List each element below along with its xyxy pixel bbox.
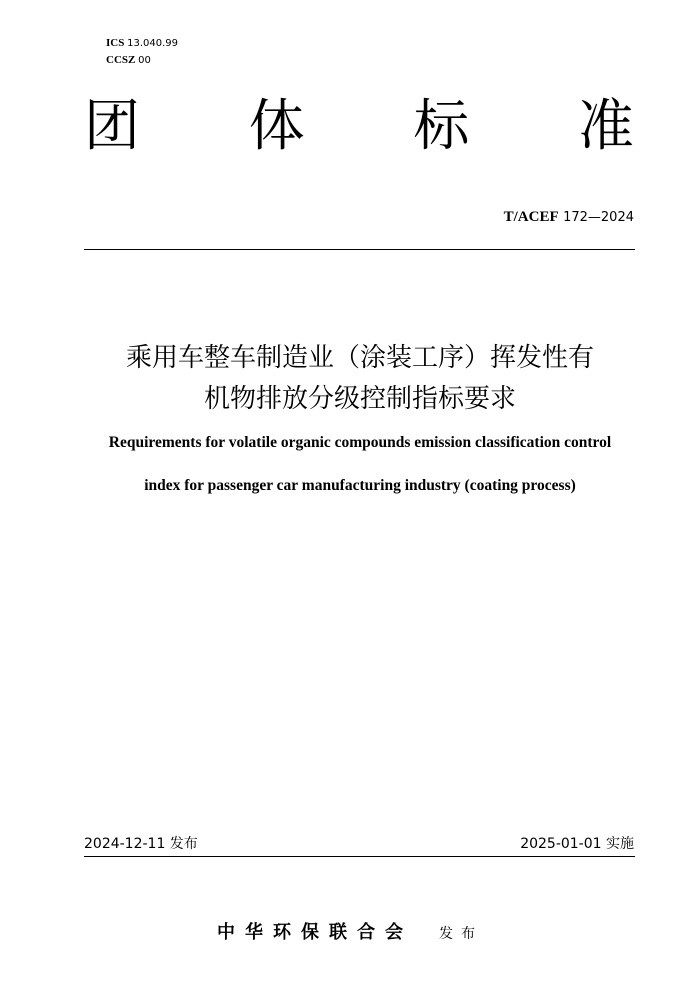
english-title-line-2: index for passenger car manufacturing industry (coating process) — [144, 477, 576, 494]
issuer-name: 中华环保联合会 — [217, 922, 413, 943]
standard-type-char-4: 准 — [577, 94, 634, 159]
top-divider — [84, 249, 635, 250]
ics-value: 13.040.99 — [127, 38, 178, 49]
standard-type-char-2: 体 — [248, 94, 305, 159]
classification-codes — [106, 35, 178, 69]
standard-org-code: T/ACEF — [503, 209, 559, 225]
publish-date: 2024-12-11 发布 — [84, 836, 198, 852]
ccsz-code — [106, 52, 178, 69]
chinese-title-line-2: 机物排放分级控制指标要求 — [203, 384, 516, 414]
standard-type-char-1: 团 — [84, 94, 140, 159]
ccsz-value: 00 — [138, 55, 151, 66]
issuer-line — [0, 918, 700, 944]
standard-number-value: 172—2024 — [563, 210, 634, 225]
implementation-date: 2025-01-01 实施 — [520, 836, 634, 852]
issuer-action: 发布 — [439, 926, 483, 942]
ics-code — [106, 35, 178, 52]
ccsz-label: CCSZ — [106, 54, 136, 66]
standard-type-char-3: 标 — [413, 94, 470, 159]
standard-number — [504, 207, 634, 228]
ics-label: ICS — [106, 37, 125, 49]
chinese-title-line-1: 乘用车整车制造业（涂装工序）挥发性有 — [125, 343, 594, 373]
english-title-line-1: Requirements for volatile organic compounds emission classification control — [108, 434, 612, 451]
bottom-divider — [84, 856, 635, 857]
standard-type-title — [84, 92, 634, 162]
